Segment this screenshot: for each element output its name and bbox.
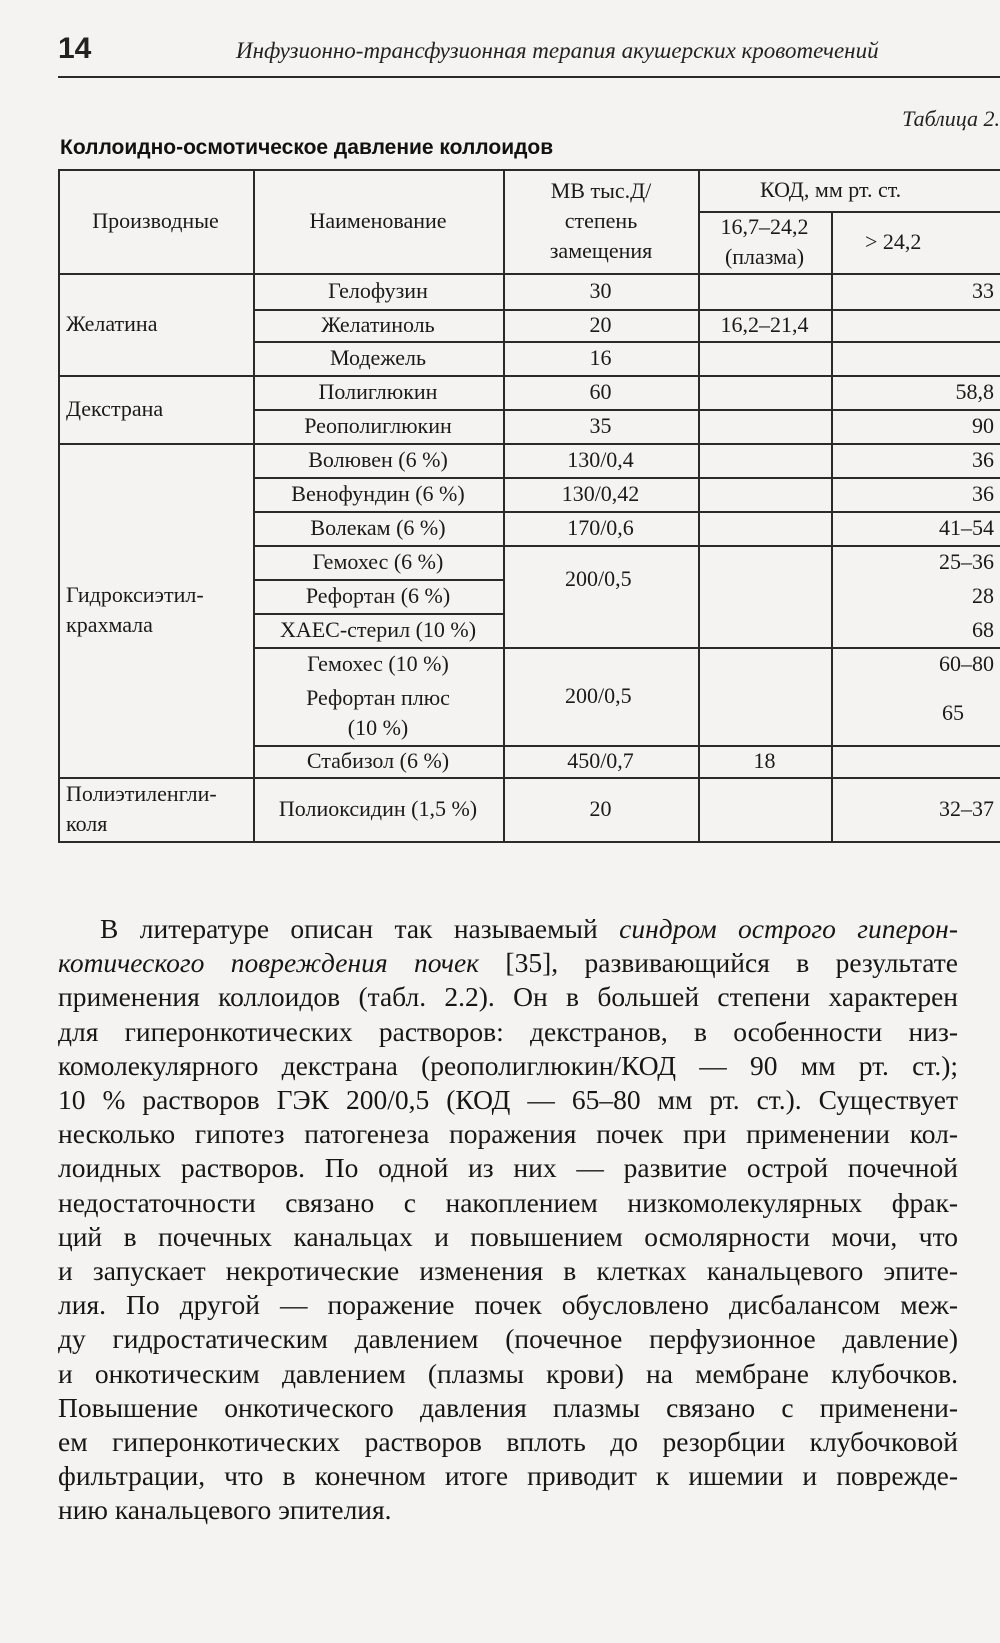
hes-mw-merged-a: 200/0,5 xyxy=(565,566,632,592)
row-name: Волекам (6 %) xyxy=(310,515,446,541)
paragraph-line: 10 % растворов ГЭК 200/0,5 (КОД — 65–80 мм рт. ст.). Существует xyxy=(58,1084,958,1116)
row-name: Рефортан плюс (10 %) xyxy=(306,685,450,740)
row-mw: 60 xyxy=(589,379,612,405)
table-title: Коллоидно-осмотическое давление коллоидов xyxy=(60,136,554,159)
group-hes: Гидроксиэтил- крахмала xyxy=(66,582,204,637)
row-name: Рефортан (6 %) xyxy=(305,583,451,609)
row-name: Полиоксидин (1,5 %) xyxy=(278,796,478,822)
row-cod-high: 25–36 xyxy=(939,549,994,575)
header-name: Наименование xyxy=(309,208,447,234)
row-name: ХАЕС-стерил (10 %) xyxy=(279,617,477,643)
row-name: Стабизол (6 %) xyxy=(306,748,450,774)
table-label: Таблица 2. xyxy=(902,106,1000,131)
paragraph-line: В литературе описан так называемый синдром острого гиперон- xyxy=(100,913,958,944)
row-name: Венофундин (6 %) xyxy=(291,481,465,507)
row-cod-plasma: 16,2–21,4 xyxy=(720,312,809,338)
group-peg: Полиэтиленгли- коля xyxy=(66,781,217,836)
row-cod-high: 41–54 xyxy=(939,515,994,541)
paragraph-line: котического повреждения почек [35], развивающийся в результате xyxy=(58,947,958,979)
row-mw: 130/0,4 xyxy=(567,447,634,473)
paragraph-line: нию канальцевого эпителия. xyxy=(58,1494,392,1526)
row-mw: 30 xyxy=(589,278,612,304)
paragraph-line: комолекулярного декстрана (реополиглюкин/КОД — 90 мм рт. ст.); xyxy=(58,1049,958,1081)
row-mw: 20 xyxy=(589,796,612,822)
page-number: 14 xyxy=(58,32,92,65)
header-cod: КОД, мм рт. ст. xyxy=(760,177,902,203)
row-cod-high: 28 xyxy=(972,583,994,609)
paragraph-line: лия. По другой — поражение почек обусловлено дисбалансом меж- xyxy=(58,1289,958,1321)
table-rule xyxy=(58,841,1000,843)
row-cod-high: 68 xyxy=(972,617,994,643)
paragraph-line: ду гидростатическим давлением (почечное перфузионное давление) xyxy=(58,1323,958,1355)
row-name: Модежель xyxy=(329,345,427,371)
header-cod-high: > 24,2 xyxy=(865,229,922,255)
row-mw: 16 xyxy=(589,345,612,371)
row-name: Волювен (6 %) xyxy=(308,447,448,473)
row-cod-high: 58,8 xyxy=(955,379,994,405)
row-mw: 35 xyxy=(589,413,612,439)
running-title: Инфузионно-трансфузионная терапия акушерских кровотечений xyxy=(236,38,879,63)
paragraph-line: Повышение онкотического давления плазмы связано с применени- xyxy=(58,1391,958,1423)
row-mw: 20 xyxy=(589,312,612,338)
header-derivatives: Производные xyxy=(92,208,219,234)
body-paragraph xyxy=(58,912,958,1528)
group-dextran: Декстрана xyxy=(66,396,164,422)
paragraph-line: лоидных растворов. По одной из них — развитие острой почечной xyxy=(58,1152,958,1184)
header-rule xyxy=(58,76,1000,78)
header-mw: МВ тыс.Д/ степень замещения xyxy=(549,178,653,263)
row-name: Гелофузин xyxy=(328,278,428,304)
hes-mw-merged-b: 200/0,5 xyxy=(565,683,632,709)
row-cod-plasma: 18 xyxy=(753,748,776,774)
paragraph-line: применения коллоидов (табл. 2.2). Он в большей степени характерен xyxy=(58,981,958,1013)
header-cod-plasma: 16,7–24,2 (плазма) xyxy=(720,214,809,269)
row-cod-high: 36 xyxy=(972,447,994,473)
row-cod-high: 90 xyxy=(972,413,994,439)
row-cod-high: 32–37 xyxy=(939,796,994,822)
row-name: Желатиноль xyxy=(321,312,435,338)
row-name: Реополиглюкин xyxy=(304,413,452,439)
hes-cod-merged-b: 65 xyxy=(942,700,964,726)
row-name: Полиглюкин xyxy=(318,379,438,405)
paragraph-line: ций в почечных канальцах и повышением осмолярности мочи, что xyxy=(58,1220,958,1252)
paragraph-line: фильтрации, что в конечном итоге приводит к ишемии и поврежде- xyxy=(58,1460,958,1492)
row-mw: 130/0,42 xyxy=(561,481,640,507)
row-cod-high: 33 xyxy=(972,278,994,304)
row-cod-high: 60–80 xyxy=(939,651,994,677)
row-mw: 450/0,7 xyxy=(567,748,634,774)
paragraph-line: для гиперонкотических растворов: декстранов, в особенности низ- xyxy=(58,1015,958,1047)
row-name: Гемохес (6 %) xyxy=(312,549,444,575)
row-mw: 170/0,6 xyxy=(567,515,634,541)
paragraph-line: и запускает некротические изменения в клетках канальцевого эпите- xyxy=(58,1255,958,1287)
paragraph-line: недостаточности связано с накоплением низкомолекулярных фрак- xyxy=(58,1186,958,1218)
paragraph-line: ем гиперонкотических растворов вплоть до резорбции клубочковой xyxy=(58,1426,958,1458)
group-gelatin: Желатина xyxy=(66,311,158,337)
paragraph-line: и онкотическим давлением (плазмы крови) на мембране клубочков. xyxy=(58,1357,958,1389)
row-name: Гемохес (10 %) xyxy=(307,651,449,677)
row-cod-high: 36 xyxy=(972,481,994,507)
paragraph-line: несколько гипотез патогенеза поражения почек при применении кол- xyxy=(58,1118,958,1150)
